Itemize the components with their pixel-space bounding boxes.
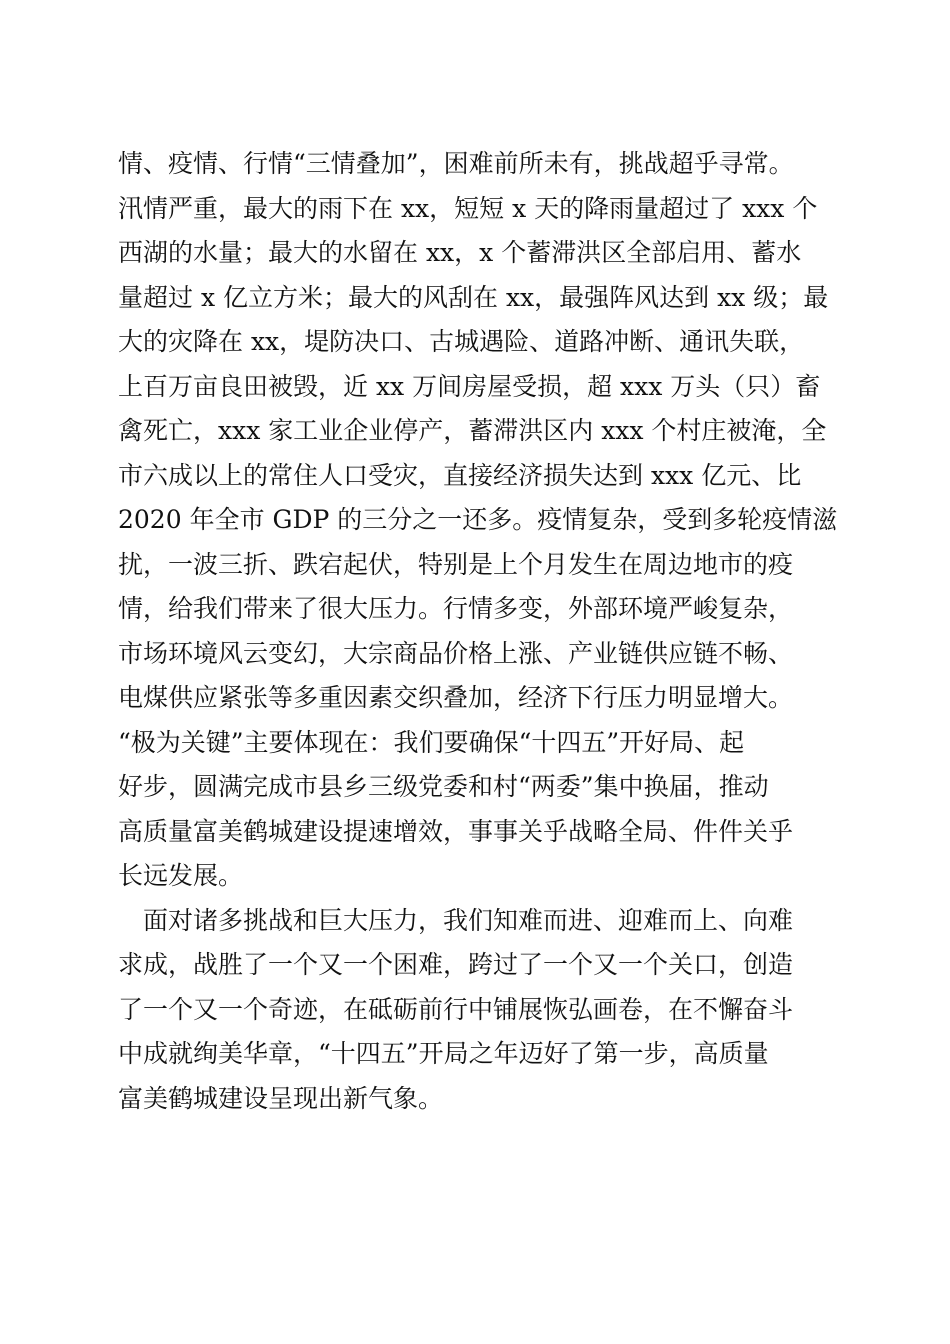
text-line: 了一个又一个奇迹，在砥砺前行中铺展恢弘画卷，在不懈奋斗 [118, 994, 794, 1024]
text-line: 汛情严重，最大的雨下在 xx，短短 x 天的降雨量超过了 xxx 个 [118, 193, 818, 223]
text-line: 上百万亩良田被毁，近 xx 万间房屋受损，超 xxx 万头（只）畜 [118, 371, 821, 401]
paragraph [118, 142, 838, 899]
text-line: 市场环境风云变幻，大宗商品价格上涨、产业链供应链不畅、 [118, 638, 794, 668]
text-line: 西湖的水量；最大的水留在 xx，x 个蓄滞洪区全部启用、蓄水 [118, 238, 802, 267]
text-line: 面对诸多挑战和巨大压力，我们知难而进、迎难而上、向难 [118, 905, 794, 935]
text-line: 电煤供应紧张等多重因素交织叠加，经济下行压力明显增大。 [118, 683, 794, 712]
text-line: 情、疫情、行情“三情叠加”，困难前所未有，挑战超乎寻常。 [118, 149, 794, 178]
text-line: 2020 年全市 GDP 的三分之一还多。疫情复杂，受到多轮疫情滋 [118, 505, 838, 534]
text-line: 情，给我们带来了很大压力。行情多变，外部环境严峻复杂， [118, 594, 794, 623]
text-line: 高质量富美鹤城建设提速增效，事事关乎战略全局、件件关乎 [118, 816, 794, 846]
text-line: 求成，战胜了一个又一个困难，跨过了一个又一个关口，创造 [118, 950, 794, 979]
text-line: 好步，圆满完成市县乡三级党委和村“两委”集中换届，推动 [118, 772, 769, 801]
text-line: 量超过 x 亿立方米；最大的风刮在 xx，最强阵风达到 xx 级；最 [118, 282, 829, 312]
text-line: 富美鹤城建设呈现出新气象。 [118, 1083, 444, 1113]
text-line: 中成就绚美华章，“十四五”开局之年迈好了第一步，高质量 [118, 1039, 769, 1068]
text-line: 长远发展。 [118, 861, 244, 890]
text-line: 市六成以上的常住人口受灾，直接经济损失达到 xxx 亿元、比 [118, 460, 802, 490]
text-line: 大的灾降在 xx，堤防决口、古城遇险、道路冲断、通讯失联， [118, 327, 805, 356]
text-line: 禽死亡，xxx 家工业企业停产，蓄滞洪区内 xxx 个村庄被淹，全 [118, 416, 827, 445]
text-line: “极为关键”主要体现在：我们要确保“十四五”开好局、起 [118, 727, 745, 757]
document-body [118, 142, 838, 1121]
text-line: 扰，一波三折、跌宕起伏，特别是上个月发生在周边地市的疫 [118, 549, 794, 579]
paragraph [118, 899, 838, 1122]
